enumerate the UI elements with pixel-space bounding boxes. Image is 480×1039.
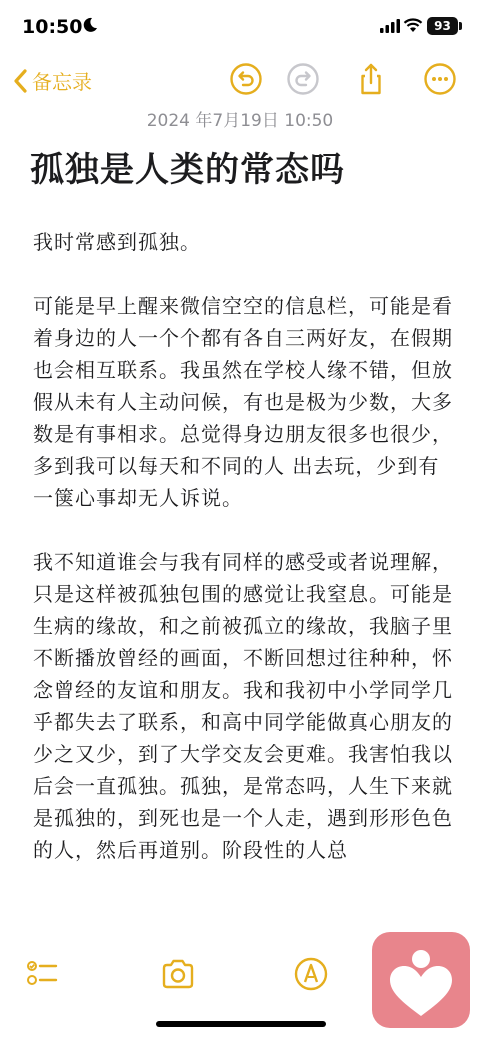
battery-indicator: 93 [427, 17, 458, 35]
back-button[interactable] [12, 66, 92, 95]
moon-icon [82, 17, 98, 33]
note-date: 2024 年7月19日 10:50 [146, 111, 334, 131]
heart-badge[interactable] [372, 932, 470, 1028]
markup-icon[interactable] [293, 956, 329, 992]
back-label: 备忘录 [32, 70, 92, 94]
wifi-icon [403, 18, 423, 33]
nav-bar [0, 58, 480, 104]
battery-nub [459, 22, 462, 30]
checklist-icon[interactable] [24, 956, 60, 992]
share-icon[interactable] [354, 62, 388, 96]
note-paragraph: 我时常感到孤独。 [33, 230, 201, 254]
note-paragraph: 我不知道谁会与我有同样的感受或者说理解，只是这样被孤独包围的感觉让我窒息。可能是生病的缘故，和之前被孤立的缘故，我脑子里不断播放曾经的画面，不断回想过往种种，怀念曾经的友谊和朋友。我和我初中小学同学几乎都失去了联系，和高中同学能做真心朋友的少之又少，到了大学交友会更难。我害怕我以后会一直孤独。孤独，是常态吗，人生下来就是孤独的，到死也是一个人走，遇到形形色色的人，然后再道别。阶段性的人总 [33, 550, 453, 862]
chevron-left-icon [12, 68, 28, 94]
redo-icon[interactable] [286, 62, 320, 96]
note-title[interactable]: 孤独是人类的常态吗 [30, 150, 345, 190]
heart-icon [372, 932, 470, 1028]
home-indicator [156, 1021, 326, 1027]
status-time: 10:50 [22, 16, 83, 38]
signal-icon [380, 19, 400, 33]
note-paragraph: 可能是早上醒来微信空空的信息栏，可能是看着身边的人一个个都有各自三两好友，在假期也会相互联系。我虽然在学校人缘不错，但放假从未有人主动问候，有也是极为少数，大多数是有事相求。总觉得身边朋友很多也很少，多到我可以每天和不同的人 出去玩，少到有一箧心事却无人诉说。 [33, 294, 453, 510]
undo-icon[interactable] [229, 62, 263, 96]
camera-icon[interactable] [160, 956, 196, 992]
note-body[interactable] [33, 226, 453, 898]
more-icon[interactable] [423, 62, 457, 96]
status-bar [0, 0, 480, 58]
